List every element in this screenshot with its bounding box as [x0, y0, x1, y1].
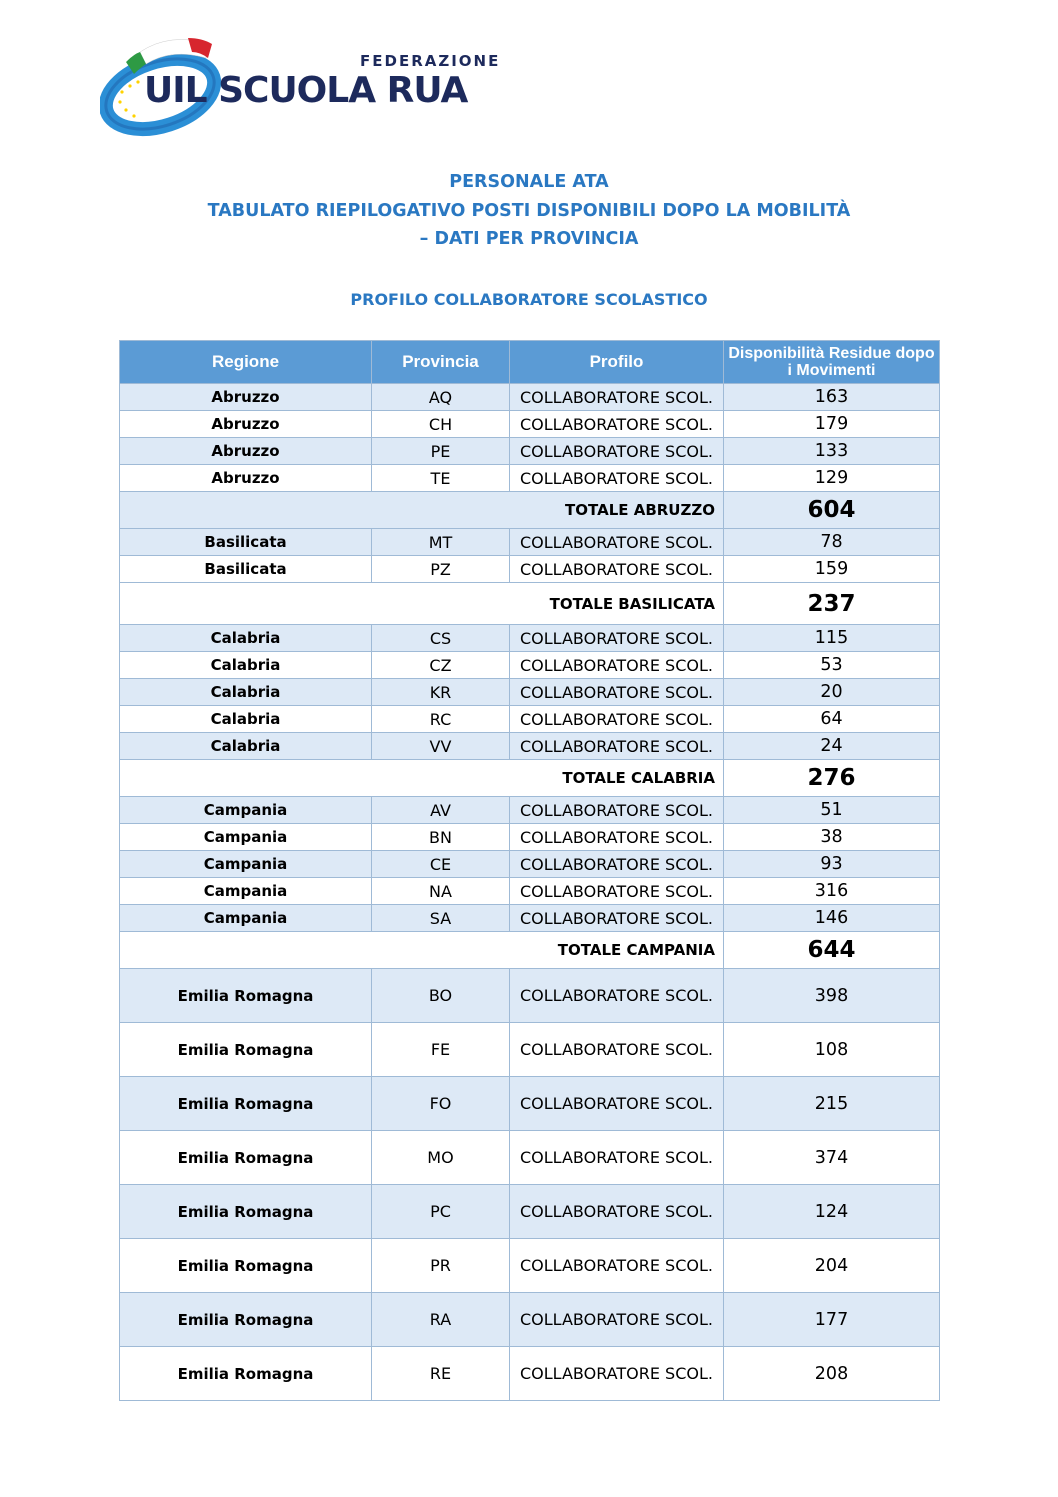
cell-regione: Campania	[120, 797, 372, 824]
cell-disponibilita: 179	[724, 411, 940, 438]
cell-profilo: COLLABORATORE SCOL.	[510, 824, 724, 851]
cell-disponibilita: 316	[724, 878, 940, 905]
cell-profilo: COLLABORATORE SCOL.	[510, 1077, 724, 1131]
cell-disponibilita: 374	[724, 1131, 940, 1185]
column-header-regione: Regione	[120, 341, 372, 384]
cell-regione: Calabria	[120, 733, 372, 760]
total-value: 237	[724, 583, 940, 625]
cell-profilo: COLLABORATORE SCOL.	[510, 797, 724, 824]
cell-profilo: COLLABORATORE SCOL.	[510, 438, 724, 465]
cell-regione: Emilia Romagna	[120, 1131, 372, 1185]
table-row	[120, 1185, 940, 1239]
cell-regione: Basilicata	[120, 556, 372, 583]
column-header-disponibilita: Disponibilità Residue dopo i Movimenti	[724, 341, 940, 384]
cell-regione: Basilicata	[120, 529, 372, 556]
logo-name-text: UIL SCUOLA RUA	[144, 70, 468, 111]
cell-profilo: COLLABORATORE SCOL.	[510, 1185, 724, 1239]
cell-regione: Abruzzo	[120, 438, 372, 465]
cell-provincia: FE	[372, 1023, 510, 1077]
cell-provincia: RE	[372, 1347, 510, 1401]
cell-profilo: COLLABORATORE SCOL.	[510, 878, 724, 905]
cell-disponibilita: 208	[724, 1347, 940, 1401]
cell-disponibilita: 129	[724, 465, 940, 492]
table-row	[120, 556, 940, 583]
table-row	[120, 411, 940, 438]
cell-profilo: COLLABORATORE SCOL.	[510, 384, 724, 411]
table-row	[120, 625, 940, 652]
cell-regione: Abruzzo	[120, 465, 372, 492]
cell-disponibilita: 51	[724, 797, 940, 824]
cell-disponibilita: 159	[724, 556, 940, 583]
cell-disponibilita: 53	[724, 652, 940, 679]
cell-profilo: COLLABORATORE SCOL.	[510, 1239, 724, 1293]
cell-regione: Abruzzo	[120, 411, 372, 438]
cell-regione: Calabria	[120, 652, 372, 679]
cell-disponibilita: 115	[724, 625, 940, 652]
cell-disponibilita: 108	[724, 1023, 940, 1077]
cell-profilo: COLLABORATORE SCOL.	[510, 556, 724, 583]
cell-disponibilita: 204	[724, 1239, 940, 1293]
table-row	[120, 905, 940, 932]
total-label: TOTALE BASILICATA	[120, 583, 724, 625]
total-value: 604	[724, 492, 940, 529]
table-row	[120, 1239, 940, 1293]
cell-profilo: COLLABORATORE SCOL.	[510, 733, 724, 760]
cell-provincia: CS	[372, 625, 510, 652]
document-title	[0, 168, 1058, 254]
cell-disponibilita: 93	[724, 851, 940, 878]
cell-provincia: CH	[372, 411, 510, 438]
total-row	[120, 492, 940, 529]
cell-provincia: MT	[372, 529, 510, 556]
cell-disponibilita: 64	[724, 706, 940, 733]
cell-regione: Campania	[120, 878, 372, 905]
total-label: TOTALE CALABRIA	[120, 760, 724, 797]
cell-regione: Emilia Romagna	[120, 1077, 372, 1131]
cell-profilo: COLLABORATORE SCOL.	[510, 905, 724, 932]
cell-profilo: COLLABORATORE SCOL.	[510, 1347, 724, 1401]
title-line-2: TABULATO RIEPILOGATIVO POSTI DISPONIBILI DOPO LA MOBILITÀ	[207, 200, 851, 221]
cell-profilo: COLLABORATORE SCOL.	[510, 411, 724, 438]
cell-regione: Calabria	[120, 625, 372, 652]
cell-disponibilita: 215	[724, 1077, 940, 1131]
table-row	[120, 878, 940, 905]
cell-profilo: COLLABORATORE SCOL.	[510, 969, 724, 1023]
cell-profilo: COLLABORATORE SCOL.	[510, 851, 724, 878]
cell-provincia: NA	[372, 878, 510, 905]
cell-disponibilita: 38	[724, 824, 940, 851]
cell-provincia: CZ	[372, 652, 510, 679]
cell-provincia: PC	[372, 1185, 510, 1239]
column-header-profilo: Profilo	[510, 341, 724, 384]
total-value: 276	[724, 760, 940, 797]
cell-profilo: COLLABORATORE SCOL.	[510, 679, 724, 706]
cell-provincia: CE	[372, 851, 510, 878]
cell-provincia: PZ	[372, 556, 510, 583]
cell-provincia: BN	[372, 824, 510, 851]
table-row	[120, 1023, 940, 1077]
cell-provincia: BO	[372, 969, 510, 1023]
cell-provincia: MO	[372, 1131, 510, 1185]
cell-provincia: AV	[372, 797, 510, 824]
cell-provincia: AQ	[372, 384, 510, 411]
total-label: TOTALE ABRUZZO	[120, 492, 724, 529]
cell-provincia: FO	[372, 1077, 510, 1131]
cell-provincia: VV	[372, 733, 510, 760]
table-header-row	[120, 341, 940, 384]
table-row	[120, 652, 940, 679]
table-row	[120, 851, 940, 878]
cell-disponibilita: 398	[724, 969, 940, 1023]
table-row	[120, 824, 940, 851]
cell-disponibilita: 146	[724, 905, 940, 932]
cell-regione: Campania	[120, 824, 372, 851]
cell-profilo: COLLABORATORE SCOL.	[510, 1023, 724, 1077]
logo-federazione-text: FEDERAZIONE	[360, 52, 501, 70]
cell-disponibilita: 24	[724, 733, 940, 760]
cell-regione: Abruzzo	[120, 384, 372, 411]
cell-regione: Calabria	[120, 679, 372, 706]
cell-disponibilita: 177	[724, 1293, 940, 1347]
table-row	[120, 529, 940, 556]
cell-regione: Emilia Romagna	[120, 969, 372, 1023]
cell-regione: Calabria	[120, 706, 372, 733]
table-row	[120, 1347, 940, 1401]
table-row	[120, 797, 940, 824]
table-row	[120, 384, 940, 411]
table-row	[120, 438, 940, 465]
total-value: 644	[724, 932, 940, 969]
table-row	[120, 969, 940, 1023]
table-row	[120, 465, 940, 492]
cell-provincia: KR	[372, 679, 510, 706]
cell-provincia: PE	[372, 438, 510, 465]
cell-regione: Emilia Romagna	[120, 1023, 372, 1077]
table-row	[120, 1293, 940, 1347]
profile-subtitle: PROFILO COLLABORATORE SCOLASTICO	[350, 290, 708, 309]
cell-regione: Campania	[120, 905, 372, 932]
availability-table	[119, 340, 940, 1401]
table-row	[120, 733, 940, 760]
cell-regione: Campania	[120, 851, 372, 878]
cell-regione: Emilia Romagna	[120, 1185, 372, 1239]
cell-disponibilita: 124	[724, 1185, 940, 1239]
cell-provincia: TE	[372, 465, 510, 492]
cell-disponibilita: 163	[724, 384, 940, 411]
cell-profilo: COLLABORATORE SCOL.	[510, 465, 724, 492]
cell-regione: Emilia Romagna	[120, 1293, 372, 1347]
total-row	[120, 760, 940, 797]
cell-regione: Emilia Romagna	[120, 1239, 372, 1293]
title-line-3: – DATI PER PROVINCIA	[419, 229, 639, 249]
cell-profilo: COLLABORATORE SCOL.	[510, 625, 724, 652]
table-row	[120, 706, 940, 733]
cell-disponibilita: 133	[724, 438, 940, 465]
cell-profilo: COLLABORATORE SCOL.	[510, 1293, 724, 1347]
uil-logo	[100, 28, 501, 138]
cell-profilo: COLLABORATORE SCOL.	[510, 1131, 724, 1185]
table-row	[120, 1077, 940, 1131]
cell-regione: Emilia Romagna	[120, 1347, 372, 1401]
cell-provincia: SA	[372, 905, 510, 932]
total-row	[120, 932, 940, 969]
total-row	[120, 583, 940, 625]
table-row	[120, 1131, 940, 1185]
title-line-1: PERSONALE ATA	[449, 172, 609, 192]
cell-profilo: COLLABORATORE SCOL.	[510, 529, 724, 556]
total-label: TOTALE CAMPANIA	[120, 932, 724, 969]
cell-provincia: RA	[372, 1293, 510, 1347]
cell-disponibilita: 20	[724, 679, 940, 706]
cell-provincia: PR	[372, 1239, 510, 1293]
cell-profilo: COLLABORATORE SCOL.	[510, 652, 724, 679]
column-header-provincia: Provincia	[372, 341, 510, 384]
cell-provincia: RC	[372, 706, 510, 733]
cell-disponibilita: 78	[724, 529, 940, 556]
table-row	[120, 679, 940, 706]
cell-profilo: COLLABORATORE SCOL.	[510, 706, 724, 733]
